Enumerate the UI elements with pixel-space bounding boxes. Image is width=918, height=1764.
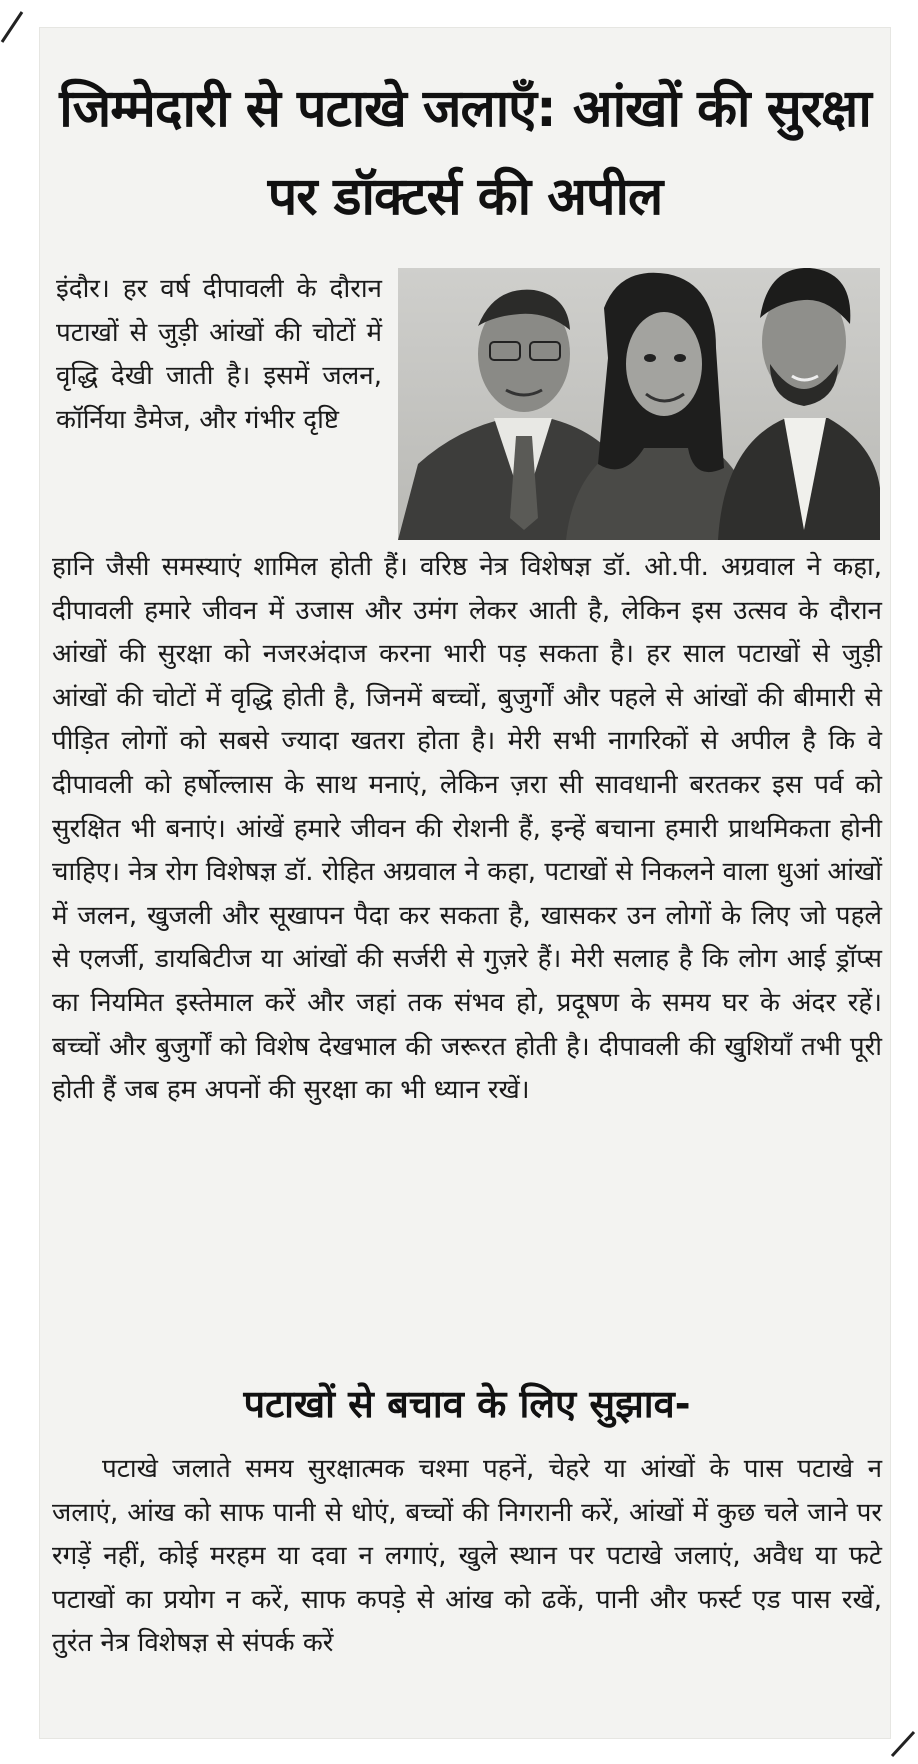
headline: जिम्मेदारी से पटाखे जलाएँ: आंखों की सुरक्षा पर डॉक्टर्स की अपील — [59, 78, 871, 227]
article-body: हानि जैसी समस्याएं शामिल होती हैं। वरिष्ठ नेत्र विशेषज्ञ डॉ. ओ.पी. अग्रवाल ने कहा, दीपावली हमारे जीवन में उजास और उमंग लेकर आती है, लेकिन इस उत्सव के दौरान आंखों की सुरक्षा को नजरअंदाज करना भारी पड़ सकता है। हर साल पटाखों से जुड़ी आंखों की चोटों में वृद्धि होती है, जिनमें बच्चों, बुजुर्गों और पहले से आंखों की बीमारी से पीड़ित लोगों को सबसे ज्यादा खतरा होता है। मेरी सभी नागरिकों से अपील है कि वे दीपावली को हर्षोल्लास के साथ मनाएं, लेकिन ज़रा सी सावधानी बरतकर इस पर्व को सुरक्षित भी बनाएं। आंखें हमारे जीवन की रोशनी हैं, इन्हें बचाना हमारी प्राथमिकता होनी चाहिए। नेत्र रोग विशेषज्ञ डॉ. रोहित अग्रवाल ने कहा, पटाखों से निकलने वाला धुआं आंखों में जलन, खुजली और सूखापन पैदा कर सकता है, खासकर उन लोगों के लिए जो पहले से एलर्जी, डायबिटीज या आंखों की सर्जरी से गुज़रे हैं। मेरी सलाह है कि लोग आई ड्रॉप्स का नियमित इस्तेमाल करें और जहां तक संभव हो, प्रदूषण के समय घर के अंदर रहें। बच्चों और बुजुर्गों को विशेष देखभाल की जरूरत होती है। दीपावली की खुशियाँ तभी पूरी होती हैं जब हम अपनों की सुरक्षा का भी ध्यान रखें। — [52, 552, 882, 1106]
edge-mark-icon — [0, 8, 28, 48]
tips-paragraph: पटाखे जलाते समय सुरक्षात्मक चश्मा पहनें, चेहरे या आंखों के पास पटाखे न जलाएं, आंख को साफ पानी से धोएं, बच्चों की निगरानी करें, आंखों में कुछ चले जाने पर रगड़ें नहीं, कोई मरहम या दवा न लगाएं, खुले स्थान पर पटाखे जलाएं, अवैध या फटे पटाखों का प्रयोग न करें, साफ कपड़े से आंख को ढकें, पानी और फर्स्ट एड पास रखें, तुरंत नेत्र विशेषज्ञ से संपर्क करें — [52, 1454, 882, 1659]
edge-mark-icon — [890, 1722, 918, 1762]
article-lead: इंदौर। हर वर्ष दीपावली के दौरान पटाखों से जुड़ी आंखों की चोटों में वृद्धि देखी जाती है। इसमें जलन, कॉर्निया डैमेज, और गंभीर दृष्टि — [56, 274, 382, 435]
tips-heading: पटाखों से बचाव के लिए सुझाव- — [243, 1382, 691, 1426]
doctors-photo — [398, 268, 880, 540]
